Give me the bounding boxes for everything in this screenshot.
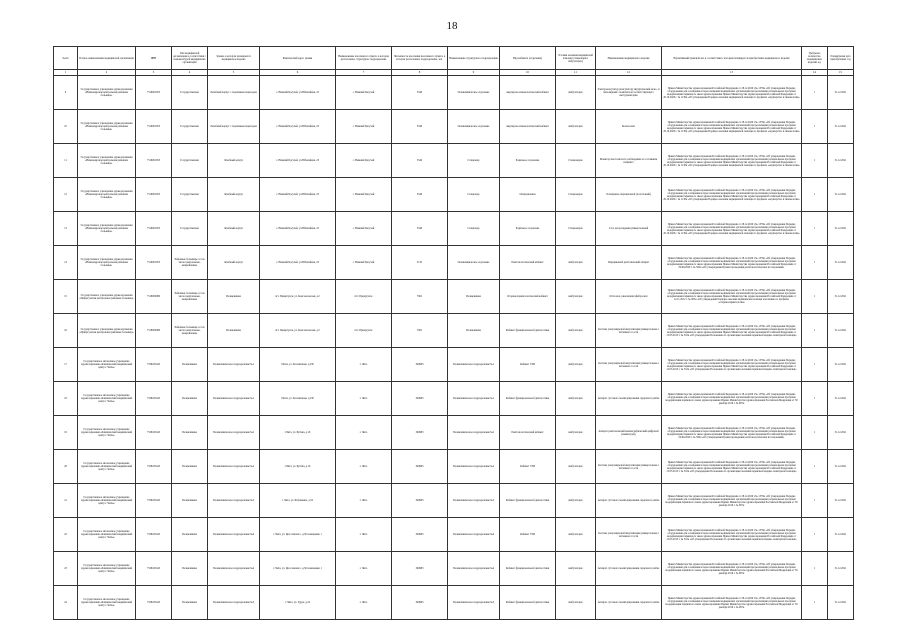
medical-device-cell: Аппарат суточного мониторирования сердечного ритма [596, 484, 662, 518]
planned-date-cell: 31.12.2021 [828, 246, 854, 280]
population-cell: 349983 [392, 416, 448, 450]
quantity-cell: 1 [802, 552, 828, 586]
table-row [54, 450, 854, 484]
table-row [54, 314, 854, 348]
cabinet-type-cell: Кабинет функциональной диагностики [500, 382, 556, 416]
organization-name-cell: Государственное учреждение здравоохранения «Приаргунская центральная районная больница» [78, 280, 136, 314]
locality-cell: г. Чита [336, 382, 392, 416]
population-cell: 349983 [392, 484, 448, 518]
planned-date-cell: 31.12.2021 [828, 348, 854, 382]
organization-type-cell: Поликлиника [172, 484, 208, 518]
column-header: Вид кабинета (отделения) [500, 47, 556, 70]
legal-basis-cell: Приказ Министерства здравоохранения Российской Федерации от 28.12.2020 г.№ 1379н «Об утверждении Порядка оборудования для оснащения и переоснащения медицинских организаций при реализации региональных программ модернизации первичного звена здравоохранения Приказ Министерства здравоохранения Российской Федерации от 12.11.2012 г. № 905н «Об утверждении Порядка оказания медицинской помощи населению по профилю «оториноларингология» [662, 280, 802, 314]
locality-cell: с. Нижний Цасучей [336, 246, 392, 280]
column-number: 9 [448, 70, 500, 76]
legal-basis-cell: Приказ Министерства здравоохранения Российской Федерации от 28.12.2020 г.№ 1379н «Об утверждении Порядка оборудования для оснащения и переоснащения медицинских организаций при реализации региональных программ модернизации первичного звена здравоохранения Приказ Министерства здравоохранения Российской Федерации от 15.03.2013 г. № 510н «Об утверждении Положения об организации оказания первичной медико-санитарной помощи» [662, 450, 802, 484]
locality-cell: г. Чита [336, 416, 392, 450]
row-number-cell: 21 [54, 484, 78, 518]
planned-date-cell: 31.12.2021 [828, 280, 854, 314]
cabinet-type-cell: Кабинет функциональной диагностики [500, 314, 556, 348]
row-number-cell: 10 [54, 110, 78, 144]
column-header: Численность населения населенного пункта, в котором расположено подразделение, чел. [392, 47, 448, 70]
care-conditions-cell: Амбулаторно [556, 586, 596, 620]
locality-cell: г. Чита [336, 586, 392, 620]
organization-name-cell: Государственное автономное учреждение здравоохранения «Клинический медицинский центр г. Читы» [78, 484, 136, 518]
medical-device-cell: Оптоскоп, риноларингофиброскоп [596, 280, 662, 314]
organization-type-cell: Районные больницы, в том числе центральные, межрайонные [172, 280, 208, 314]
actual-address-cell: г. Чита, ул. Бабушкина, д.54 [260, 484, 336, 518]
cabinet-type-cell: Оториноларингологический кабинет [500, 280, 556, 314]
organization-name-cell: Государственное учреждение здравоохранения «Нижнецарская центральная районная больница» [78, 76, 136, 110]
column-number: 8 [392, 70, 448, 76]
legal-basis-cell: Приказ Министерства здравоохранения Российской Федерации от 28.12.2020 г.№ 1379н «Об утверждении Порядка оборудования для оснащения и переоснащения медицинских организаций при реализации региональных программ модернизации первичного звена здравоохранения Приказ Министерства здравоохранения Российской Федерации от 20.10.2020 г. № 1130н «Об утверждении Порядка оказания медицинской помощи по профилю «акушерство и гинекология» [662, 110, 802, 144]
column-number: 14 [802, 70, 828, 76]
planned-date-cell: 31.12.2021 [828, 110, 854, 144]
page-number: 18 [446, 20, 458, 32]
legal-basis-cell: Приказ Министерства здравоохранения Российской Федерации от 28.12.2020 г.№ 1379н «Об утверждении Порядка оборудования для оснащения и переоснащения медицинских организаций при реализации региональных программ модернизации первичного звена здравоохранения Приказ Министерства здравоохранения Российской Федерации от 30 декабря 2016 г. № 997н [662, 552, 802, 586]
planned-date-cell: 31.12.2021 [828, 586, 854, 620]
table-row [54, 246, 854, 280]
subdivision-cell: Поликлиническое подразделение №1 [448, 382, 500, 416]
organization-name-cell: Государственное учреждение здравоохранения «Нижнецарская центральная районная больница» [78, 246, 136, 280]
planned-date-cell: 31.12.2021 [828, 382, 854, 416]
quantity-cell: 1 [802, 110, 828, 144]
inn-cell: 7536165445 [136, 484, 172, 518]
column-header: Планируемая дата приобретения, год [828, 47, 854, 70]
legal-basis-cell: Приказ Министерства здравоохранения Российской Федерации от 28.12.2020 г.№ 1379н «Об утверждении Порядка оборудования для оснащения и переоснащения медицинских организаций при реализации региональных программ модернизации первичного звена здравоохранения Приказ Министерства здравоохранения Российской Федерации от 30 декабря 2016 г. № 997н [662, 484, 802, 518]
inn-cell: 7536165445 [136, 518, 172, 552]
building-cell: Поликлиническое подразделение №5 [208, 586, 260, 620]
row-number-cell: 18 [54, 382, 78, 416]
subdivision-cell: Поликлиническое подразделение №4 [448, 552, 500, 586]
actual-address-cell: пгт. Приаргунск, ул. Комсомольская, д.2 [260, 314, 336, 348]
building-cell: Поликлиническое подразделение №1 [208, 348, 260, 382]
quantity-cell: 1 [802, 246, 828, 280]
planned-date-cell: 31.12.2021 [828, 518, 854, 552]
column-header: Условия оказания медицинской помощи (стационарно/амбулаторно) [556, 47, 596, 70]
population-cell: 7061 [392, 280, 448, 314]
inn-cell: 7536165445 [136, 450, 172, 484]
locality-cell: г. Чита [336, 484, 392, 518]
legal-basis-cell: Приказ Министерства здравоохранения Российской Федерации от 28.12.2020 г.№ 1379н «Об утверждении Порядка оборудования для оснащения и переоснащения медицинских организаций при реализации региональных программ модернизации первичного звена здравоохранения Приказ Министерства здравоохранения Российской Федерации от 15.03.2013 г. № 510н «Об утверждении Положения об организации оказания первичной медико-санитарной помощи» [662, 518, 802, 552]
quantity-cell: 1 [802, 76, 828, 110]
subdivision-cell: Стационар [448, 144, 500, 178]
subdivision-cell: Поликлиническое отделение [448, 110, 500, 144]
subdivision-cell: Поликлиническое подразделение №2 [448, 416, 500, 450]
column-number: 4 [172, 70, 208, 76]
legal-basis-cell: Приказ Министерства здравоохранения Российской Федерации от 28.12.2020 г.№ 1379н «Об утверждении Порядка оборудования для оснащения и переоснащения медицинских организаций при реализации региональных программ модернизации первичного звена здравоохранения Приказ Министерства здравоохранения Российской Федерации от 30 декабря 2016 г. № 997н [662, 586, 802, 620]
care-conditions-cell: Амбулаторно [556, 484, 596, 518]
subdivision-cell: Поликлиника [448, 280, 500, 314]
care-conditions-cell: Амбулаторно [556, 110, 596, 144]
row-number-cell: 17 [54, 348, 78, 382]
cabinet-type-cell: Операционная [500, 178, 556, 212]
column-number: 10 [500, 70, 556, 76]
legal-basis-cell: Приказ Министерства здравоохранения Российской Федерации от 28.12.2020 г.№ 1379н «Об утверждении Порядка оборудования для оснащения и переоснащения медицинских организаций при реализации региональных программ модернизации первичного звена здравоохранения Приказ Министерства здравоохранения Российской Федерации от 09.06.2020 г. № 560н «Об утверждении Правил проведения рентгенологических исследований» [662, 246, 802, 280]
organization-type-cell: Поликлиника [172, 552, 208, 586]
inn-cell: 7536165445 [136, 586, 172, 620]
building-cell: Поликлиническое подразделение №3 [208, 484, 260, 518]
population-cell: 349983 [392, 348, 448, 382]
medical-device-cell: Система ультразвуковой визуализации универсальная с питанием от сети [596, 450, 662, 484]
table-row [54, 76, 854, 110]
cabinet-type-cell: Родильное отделение [500, 212, 556, 246]
population-cell: 3540 [392, 76, 448, 110]
organization-type-cell: Поликлиника [172, 348, 208, 382]
column-number: 6 [260, 70, 336, 76]
subdivision-cell: Поликлиническое отделение [448, 246, 500, 280]
inn-cell: 7516001953 [136, 110, 172, 144]
planned-date-cell: 31.12.2021 [828, 212, 854, 246]
table-row [54, 382, 854, 416]
planned-date-cell: 31.12.2021 [828, 416, 854, 450]
locality-cell: с. Нижний Цасучей [336, 144, 392, 178]
table-row [54, 212, 854, 246]
table-row [54, 178, 854, 212]
population-cell: 3540 [392, 178, 448, 212]
population-cell: 3540 [392, 212, 448, 246]
organization-type-cell: Районные больницы, в том числе центральные, межрайонные [172, 314, 208, 348]
medical-device-cell: Стол деторождения универсальный [596, 212, 662, 246]
row-number-cell: 14 [54, 246, 78, 280]
column-number: 7 [336, 70, 392, 76]
locality-cell: с. Нижний Цасучей [336, 110, 392, 144]
inn-cell: 7536165445 [136, 348, 172, 382]
building-cell: Поликлиническое подразделение №2 [208, 450, 260, 484]
care-conditions-cell: Стационарно [556, 144, 596, 178]
actual-address-cell: пгт. Приаргунск, ул. Комсомольская, д.2 [260, 280, 336, 314]
actual-address-cell: с. Нижний Цасучей, ул.Юбилейная, 23 [260, 212, 336, 246]
population-cell: 349983 [392, 586, 448, 620]
organization-type-cell: Государственная [172, 144, 208, 178]
care-conditions-cell: Амбулаторно [556, 416, 596, 450]
row-number-cell: 22 [54, 518, 78, 552]
subdivision-cell: Поликлиническое отделение [448, 76, 500, 110]
care-conditions-cell: Амбулаторно [556, 382, 596, 416]
population-cell: 349983 [392, 450, 448, 484]
legal-basis-cell: Приказ Министерства здравоохранения Российской Федерации от 28.12.2020 г.№ 1379н «Об утверждении Порядка оборудования для оснащения и переоснащения медицинских организаций при реализации региональных программ модернизации первичного звена здравоохранения Приказ Министерства здравоохранения Российской Федерации от 20.10.2020 г. № 1130н «Об утверждении Порядка оказания медицинской помощи по профилю «акушерство и гинекология» [662, 212, 802, 246]
column-header: Наименование населенного пункта, в котором расположено структурное подразделение [336, 47, 392, 70]
column-number: 15 [828, 70, 854, 76]
table-body [54, 76, 854, 620]
quantity-cell: 1 [802, 348, 828, 382]
column-number: 5 [208, 70, 260, 76]
row-number-cell: 23 [54, 552, 78, 586]
organization-type-cell: Поликлиника [172, 450, 208, 484]
column-number: 11 [556, 70, 596, 76]
cabinet-type-cell: Кабинет УЗИ [500, 450, 556, 484]
care-conditions-cell: Амбулаторно [556, 450, 596, 484]
table-row [54, 416, 854, 450]
organization-type-cell: Районные больницы, в том числе центральные, межрайонные [172, 246, 208, 280]
organization-name-cell: Государственное учреждение здравоохранения «Нижнецарская центральная районная больница» [78, 178, 136, 212]
actual-address-cell: г.Чита, ул. Богомягкова, д.23б [260, 348, 336, 382]
medical-device-cell: Аппарат суточного мониторирования сердечного ритма [596, 382, 662, 416]
care-conditions-cell: Амбулаторно [556, 280, 596, 314]
inn-cell: 7516001953 [136, 246, 172, 280]
organization-type-cell: Государственная [172, 212, 208, 246]
table-header-row [54, 47, 854, 70]
table-row [54, 552, 854, 586]
actual-address-cell: с. Нижний Цасучей, ул.Юбилейная, 23 [260, 178, 336, 212]
cabinet-type-cell: Акушерско-гинекологический кабинет [500, 76, 556, 110]
quantity-cell: 1 [802, 518, 828, 552]
column-number: 13 [662, 70, 802, 76]
care-conditions-cell: Амбулаторно [556, 76, 596, 110]
row-number-cell: 12 [54, 178, 78, 212]
medical-device-cell: Система ультразвуковой визуализации универсальная с питанием от сети [596, 314, 662, 348]
building-cell: Лечебный корпус [208, 246, 260, 280]
column-number: 12 [596, 70, 662, 76]
legal-basis-cell: Приказ Министерства здравоохранения Российской Федерации от 28.12.2020 г.№ 1379н «Об утверждении Порядка оборудования для оснащения и переоснащения медицинских организаций при реализации региональных программ модернизации первичного звена здравоохранения Приказ Министерства здравоохранения Российской Федерации от 09.06.2020 г. № 560н «Об утверждении Правил проведения рентгенологических исследований» [662, 416, 802, 450]
row-number-cell: 15 [54, 280, 78, 314]
cabinet-type-cell: Рентгенологический кабинет [500, 246, 556, 280]
quantity-cell: 1 [802, 212, 828, 246]
subdivision-cell: Стационар [448, 212, 500, 246]
organization-name-cell: Государственное учреждение здравоохранения «Нижнецарская центральная районная больница» [78, 110, 136, 144]
column-header: ИНН [136, 47, 172, 70]
subdivision-cell: Стационар [448, 178, 500, 212]
organization-name-cell: Государственное учреждение здравоохранения «Нижнецарская центральная районная больница» [78, 144, 136, 178]
subdivision-cell: Поликлиническое подразделение №2 [448, 450, 500, 484]
building-cell: Лечебный корпус [208, 212, 260, 246]
row-number-cell: 9 [54, 76, 78, 110]
inn-cell: 7536165445 [136, 552, 172, 586]
population-cell: 3540 [392, 144, 448, 178]
locality-cell: г. Чита [336, 518, 392, 552]
column-header: Наименование медицинского изделия [596, 47, 662, 70]
care-conditions-cell: Амбулаторно [556, 246, 596, 280]
population-cell: 7061 [392, 314, 448, 348]
cabinet-type-cell: Родильное отделение [500, 144, 556, 178]
organization-name-cell: Государственное автономное учреждение здравоохранения «Клинический медицинский центр г. Читы» [78, 416, 136, 450]
cabinet-type-cell: Рентгенологический кабинет [500, 416, 556, 450]
medical-device-cell: Аппарат суточного мониторирования сердечного ритма [596, 586, 662, 620]
actual-address-cell: г. Чита, ул. Труда, д.24 [260, 586, 336, 620]
organization-type-cell: Государственная [172, 76, 208, 110]
quantity-cell: 1 [802, 586, 828, 620]
locality-cell: г. Чита [336, 552, 392, 586]
planned-date-cell: 31.12.2021 [828, 178, 854, 212]
column-number: 1 [54, 70, 78, 76]
inn-cell: 7516001953 [136, 178, 172, 212]
equipment-table [53, 46, 854, 620]
subdivision-cell: Поликлиническое подразделение №1 [448, 348, 500, 382]
quantity-cell: 1 [802, 416, 828, 450]
column-header: Здание, в котором размещается медицинское изделие [208, 47, 260, 70]
care-conditions-cell: Амбулаторно [556, 552, 596, 586]
column-header: Полное наименование медицинской организации [78, 47, 136, 70]
organization-name-cell: Государственное автономное учреждение здравоохранения «Клинический медицинский центр г. Читы» [78, 450, 136, 484]
subdivision-cell: Поликлиническое подразделение №5 [448, 586, 500, 620]
actual-address-cell: с. Нижний Цасучей, ул.Юбилейная, 23 [260, 246, 336, 280]
planned-date-cell: 31.12.2021 [828, 552, 854, 586]
organization-type-cell: Государственная [172, 178, 208, 212]
cabinet-type-cell: Кабинет функциональной диагностики [500, 484, 556, 518]
medical-device-cell: Оснащение операционной (пототечный) [596, 178, 662, 212]
table-row [54, 348, 854, 382]
quantity-cell: 1 [802, 450, 828, 484]
organization-type-cell: Поликлиника [172, 518, 208, 552]
planned-date-cell: 31.12.2021 [828, 484, 854, 518]
organization-type-cell: Поликлиника [172, 586, 208, 620]
cabinet-type-cell: Кабинет УЗИ [500, 348, 556, 382]
planned-date-cell: 31.12.2021 [828, 450, 854, 484]
table-row [54, 518, 854, 552]
table-row [54, 144, 854, 178]
row-number-cell: 13 [54, 212, 78, 246]
organization-name-cell: Государственное автономное учреждение здравоохранения «Клинический медицинский центр г. Читы» [78, 382, 136, 416]
care-conditions-cell: Амбулаторно [556, 518, 596, 552]
row-number-cell: 11 [54, 144, 78, 178]
column-header: Тип медицинской организации в соответствии с номенклатурой медицинских организаций [172, 47, 208, 70]
building-cell: Лечебный корпус с подземным переходом [208, 76, 260, 110]
organization-type-cell: Поликлиника [172, 382, 208, 416]
building-cell: Поликлиническое подразделение №4 [208, 552, 260, 586]
care-conditions-cell: Амбулаторно [556, 314, 596, 348]
cabinet-type-cell: Кабинет УЗИ [500, 518, 556, 552]
actual-address-cell: г. Чита, ул. Ярославского, д.30 помещение 1 [260, 552, 336, 586]
building-cell: Лечебный корпус [208, 144, 260, 178]
column-number: 3 [136, 70, 172, 76]
building-cell: Лечебный корпус с подземным переходом [208, 110, 260, 144]
quantity-cell: 1 [802, 314, 828, 348]
inn-cell: 7518000980 [136, 280, 172, 314]
table-row [54, 484, 854, 518]
actual-address-cell: г. Чита, ул. Ярославского, д.30 помещение 1 [260, 518, 336, 552]
locality-cell: г. Чита [336, 450, 392, 484]
organization-name-cell: Государственное учреждение здравоохранения «Нижнецарская центральная районная больница» [78, 212, 136, 246]
organization-name-cell: Государственное автономное учреждение здравоохранения «Клинический медицинский центр г. Читы» [78, 518, 136, 552]
locality-cell: с. Нижний Цасучей [336, 212, 392, 246]
column-header: Нормативный правовой акт, в соответствии с которым планируется приобретение медицинского изделия [662, 47, 802, 70]
subdivision-cell: Поликлиника [448, 314, 500, 348]
medical-device-cell: Электрокоагулятор (коагулятор) хирургический моно- и биполярный с комплектом соответствующего инструментария [596, 76, 662, 110]
care-conditions-cell: Стационарно [556, 212, 596, 246]
actual-address-cell: г.Чита, ул. Богомягкова, д.23б [260, 382, 336, 416]
care-conditions-cell: Амбулаторно [556, 348, 596, 382]
quantity-cell: 1 [802, 280, 828, 314]
medical-device-cell: Система ультразвуковой визуализации универсальная с питанием от сети [596, 348, 662, 382]
population-cell: 3540 [392, 110, 448, 144]
legal-basis-cell: Приказ Министерства здравоохранения Российской Федерации от 28.12.2020 г.№ 1379н «Об утверждении Порядка оборудования для оснащения и переоснащения медицинских организаций при реализации региональных программ модернизации первичного звена здравоохранения Приказ Министерства здравоохранения Российской Федерации от 30 декабря 2016 г. № 997н [662, 382, 802, 416]
inn-cell: 7516001953 [136, 144, 172, 178]
building-cell: Поликлиническое подразделение №1 [208, 382, 260, 416]
planned-date-cell: 31.12.2021 [828, 76, 854, 110]
medical-device-cell: Монитор анестезиолога, наблюдения за состоянием пациента [596, 144, 662, 178]
medical-device-cell: Кольпоскоп [596, 110, 662, 144]
care-conditions-cell: Стационарно [556, 178, 596, 212]
actual-address-cell: г.Чита, ул. Бутина, д.16 [260, 450, 336, 484]
building-cell: Поликлиническое подразделение №2 [208, 416, 260, 450]
organization-type-cell: Поликлиника [172, 416, 208, 450]
medical-device-cell: Система ультразвуковой визуализации универсальная с питанием от сети [596, 518, 662, 552]
population-cell: 349983 [392, 382, 448, 416]
cabinet-type-cell: Кабинет функциональной диагностики [500, 586, 556, 620]
legal-basis-cell: Приказ Министерства здравоохранения Российской Федерации от 28.12.2020 г.№ 1379н «Об утверждении Порядка оборудования для оснащения и переоснащения медицинских организаций при реализации региональных программ модернизации первичного звена здравоохранения Приказ Министерства здравоохранения Российской Федерации от 20.10.2020 г. № 1130н «Об утверждении Порядка оказания медицинской помощи по профилю «акушерство и гинекология» [662, 178, 802, 212]
inn-cell: 7536165445 [136, 382, 172, 416]
row-number-cell: 16 [54, 314, 78, 348]
organization-name-cell: Государственное учреждение здравоохранения «Приаргунская центральная районная больница» [78, 314, 136, 348]
column-header: Требуемое количество медицинских изделий, ед. [802, 47, 828, 70]
actual-address-cell: с. Нижний Цасучей, ул.Юбилейная, 23 [260, 144, 336, 178]
subdivision-cell: Поликлиническое подразделение №3 [448, 484, 500, 518]
organization-name-cell: Государственное автономное учреждение здравоохранения «Клинический медицинский центр г. Читы» [78, 348, 136, 382]
actual-address-cell: с. Нижний Цасучей, ул.Юбилейная, 23 [260, 76, 336, 110]
cabinet-type-cell: Акушерско-гинекологический кабинет [500, 110, 556, 144]
population-cell: 349983 [392, 552, 448, 586]
population-cell: 349983 [392, 518, 448, 552]
building-cell: Поликлиника [208, 314, 260, 348]
medical-device-cell: Передвижной рентгеновский аппарат [596, 246, 662, 280]
quantity-cell: 1 [802, 484, 828, 518]
legal-basis-cell: Приказ Министерства здравоохранения Российской Федерации от 28.12.2020 г.№ 1379н «Об утверждении Порядка оборудования для оснащения и переоснащения медицинских организаций при реализации региональных программ модернизации первичного звена здравоохранения Приказ Министерства здравоохранения Российской Федерации от 15.03.2013 г. № 510н «Об утверждении Положения об организации оказания первичной медико-санитарной помощи» [662, 314, 802, 348]
organization-type-cell: Государственная [172, 110, 208, 144]
cabinet-type-cell: Кабинет функциональной диагностики [500, 552, 556, 586]
row-number-cell: 19 [54, 416, 78, 450]
column-number: 2 [78, 70, 136, 76]
actual-address-cell: г.Чита, ул. Бутина, д.16 [260, 416, 336, 450]
legal-basis-cell: Приказ Министерства здравоохранения Российской Федерации от 28.12.2020 г.№ 1379н «Об утверждении Порядка оборудования для оснащения и переоснащения медицинских организаций при реализации региональных программ модернизации первичного звена здравоохранения Приказ Министерства здравоохранения Российской Федерации от 20.10.2020 г. № 1130н «Об утверждении Порядка оказания медицинской помощи по профилю «акушерство и гинекология» [662, 76, 802, 110]
quantity-cell: 1 [802, 382, 828, 416]
table-row [54, 586, 854, 620]
locality-cell: г. Чита [336, 348, 392, 382]
inn-cell: 7516001953 [136, 212, 172, 246]
organization-name-cell: Государственное автономное учреждение здравоохранения «Клинический медицинский центр г. Читы» [78, 586, 136, 620]
planned-date-cell: 31.12.2021 [828, 144, 854, 178]
legal-basis-cell: Приказ Министерства здравоохранения Российской Федерации от 28.12.2020 г.№ 1379н «Об утверждении Порядка оборудования для оснащения и переоснащения медицинских организаций при реализации региональных программ модернизации первичного звена здравоохранения Приказ Министерства здравоохранения Российской Федерации от 15.03.2013 г. № 510н «Об утверждении Положения об организации оказания первичной медико-санитарной помощи» [662, 348, 802, 382]
inn-cell: 7536165445 [136, 416, 172, 450]
inn-cell: 7516001953 [136, 76, 172, 110]
locality-cell: с. Нижний Цасучей [336, 76, 392, 110]
column-header: №п/п [54, 47, 78, 70]
planned-date-cell: 31.12.2021 [828, 314, 854, 348]
population-cell: 3132 [392, 246, 448, 280]
locality-cell: пгт. Приаргунск [336, 280, 392, 314]
medical-device-cell: Аппарат суточного мониторирования сердечного ритма [596, 552, 662, 586]
table-row [54, 110, 854, 144]
legal-basis-cell: Приказ Министерства здравоохранения Российской Федерации от 28.12.2020 г.№ 1379н «Об утверждении Порядка оборудования для оснащения и переоснащения медицинских организаций при реализации региональных программ модернизации первичного звена здравоохранения Приказ Министерства здравоохранения Российской Федерации от 20.10.2020 г. № 1130н «Об утверждении Порядка оказания медицинской помощи по профилю «акушерство и гинекология» [662, 144, 802, 178]
subdivision-cell: Поликлиническое подразделение №4 [448, 518, 500, 552]
actual-address-cell: с. Нижний Цасучей, ул.Юбилейная, 23 [260, 110, 336, 144]
quantity-cell: 1 [802, 144, 828, 178]
column-header: Наименование структурного подразделения [448, 47, 500, 70]
locality-cell: пгт. Приаргунск [336, 314, 392, 348]
inn-cell: 7518000980 [136, 314, 172, 348]
building-cell: Поликлиника [208, 280, 260, 314]
quantity-cell: 1 [802, 178, 828, 212]
medical-device-cell: Аппарат рентгеновский маммографический цифровой (маммограф) [596, 416, 662, 450]
row-number-cell: 24 [54, 586, 78, 620]
locality-cell: с. Нижний Цасучей [336, 178, 392, 212]
building-cell: Поликлиническое подразделение №4 [208, 518, 260, 552]
building-cell: Лечебный корпус [208, 178, 260, 212]
column-header: Фактический адрес здания [260, 47, 336, 70]
table-row [54, 280, 854, 314]
row-number-cell: 20 [54, 450, 78, 484]
organization-name-cell: Государственное автономное учреждение здравоохранения «Клинический медицинский центр г. Читы» [78, 552, 136, 586]
